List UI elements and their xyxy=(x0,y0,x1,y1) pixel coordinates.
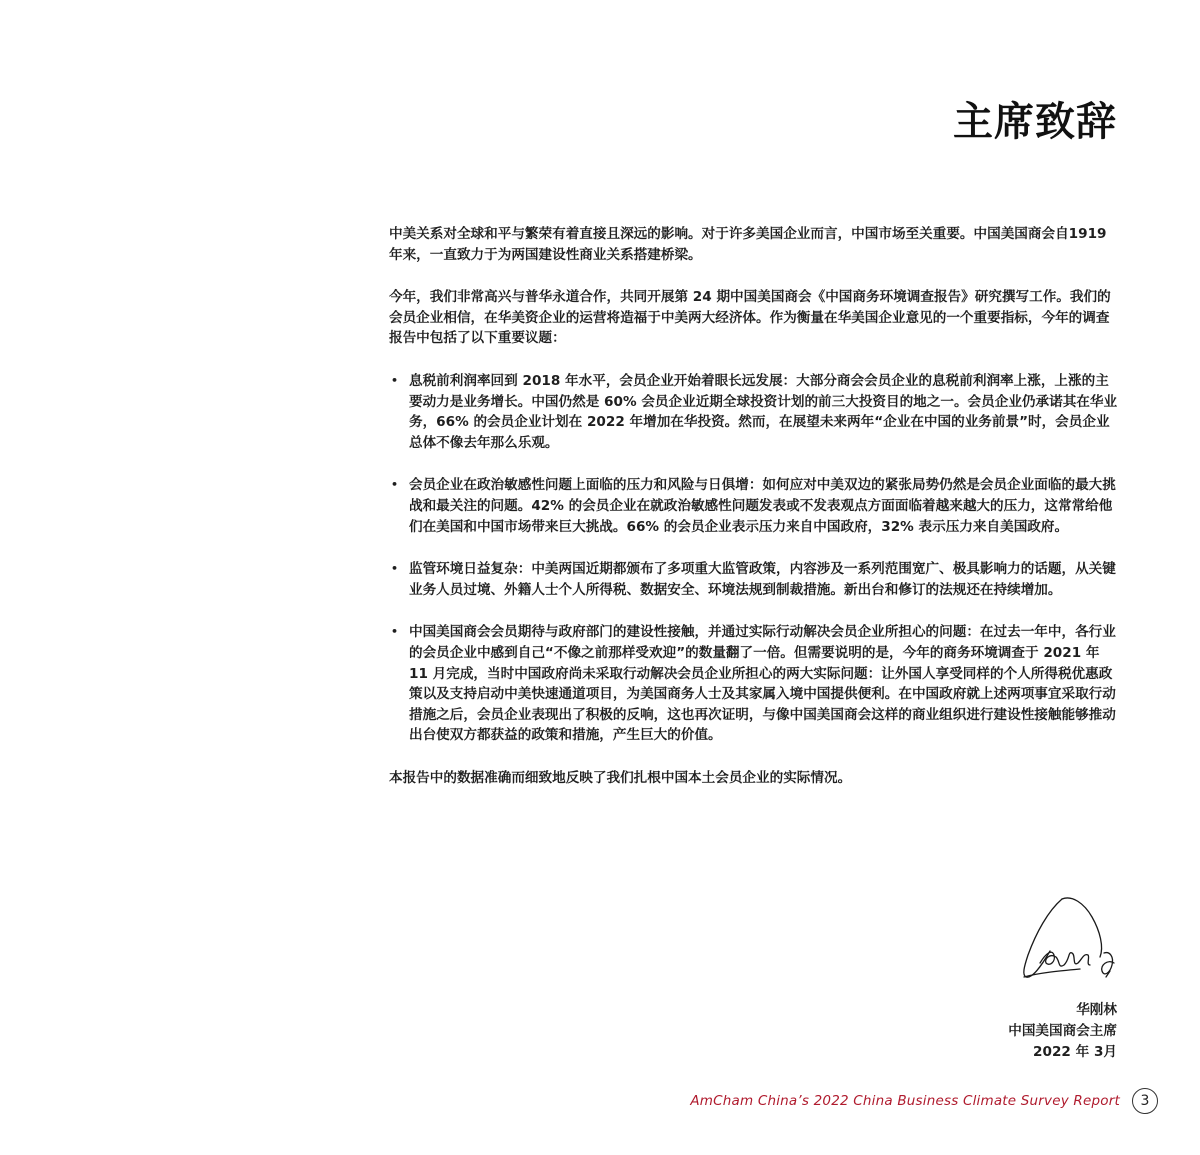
report-title: AmCham China’s 2022 China Business Climate Survey Report xyxy=(690,1093,1120,1109)
list-item-text: 中国美国商会会员期待与政府部门的建设性接触，并通过实际行动解决会员企业所担心的问题：在过去一年中，各行业的会员企业中感到自己“不像之前那样受欢迎”的数量翻了一倍。但需要说明的是，今年的商务环境调查于 2021 年 11 月完成，当时中国政府尚未采取行动解决会员企业所担心的两大实际问题：让外国人享受同样的个人所得税优惠政策以及支持启动中美快速通道项目，为美国商务人士及其家属入境中国提供便利。在中国政府就上述两项事宜采取行动措施之后，会员企业表现出了积极的反响，这也再次证明，与像中国美国商会这样的商业组织进行建设性接触能够推动出台使双方都获益的政策和措施，产生巨大的价值。 xyxy=(409,624,1116,744)
letter-body xyxy=(389,224,1119,810)
closing-paragraph: 本报告中的数据准确而细致地反映了我们扎根中国本土会员企业的实际情况。 xyxy=(389,769,852,786)
signatory-name: 华刚林 xyxy=(1076,1002,1117,1018)
bullet-icon: • xyxy=(391,373,399,387)
page-footer xyxy=(690,1088,1158,1114)
list-item xyxy=(389,559,1119,600)
collaboration-paragraph: 今年，我们非常高兴与普华永道合作，共同开展第 24 期中国美国商会《中国商务环境调查报告》研究撰写工作。我们的会员企业相信，在华美资企业的运营将造福于中美两大经济体。作为衡量在华美国企业意见的一个重要指标，今年的调查报告中包括了以下重要议题： xyxy=(389,289,1111,347)
intro-paragraph: 中美关系对全球和平与繁荣有着直接且深远的影响。对于许多美国企业而言，中国市场至关重要。中国美国商会自1919年来，一直致力于为两国建设性商业关系搭建桥梁。 xyxy=(389,226,1107,263)
bullet-icon: • xyxy=(391,478,399,492)
bullet-icon: • xyxy=(391,562,399,576)
letter-date: 2022 年 3月 xyxy=(1033,1044,1117,1060)
list-item xyxy=(389,475,1119,537)
list-item xyxy=(389,622,1119,746)
page-number: 3 xyxy=(1132,1088,1158,1114)
signature-icon xyxy=(1018,893,1122,989)
list-item-text: 息税前利润率回到 2018 年水平，会员企业开始着眼长远发展：大部分商会会员企业的息税前利润率上涨，上涨的主要动力是业务增长。中国仍然是 60% 会员企业近期全球投资计划的前三大投资目的地之一。会员企业仍承诺其在华业务，66% 的会员企业计划在 2022 年增加在华投资。然而，在展望未来两年“企业在中国的业务前景”时，会员企业总体不像去年那么乐观。 xyxy=(409,372,1118,451)
key-topics-list xyxy=(389,371,1119,746)
list-item-text: 会员企业在政治敏感性问题上面临的压力和风险与日俱增：如何应对中美双边的紧张局势仍然是会员企业面临的最大挑战和最关注的问题。42% 的会员企业在就政治敏感性问题发表或不发表观点方面面临着越来越大的压力，这常常给他们在美国和中国市场带来巨大挑战。66% 的会员企业表示压力来自中国政府，32% 表示压力来自美国政府。 xyxy=(409,477,1116,535)
page-title: 主席致辞 xyxy=(953,99,1117,145)
list-item xyxy=(389,371,1119,453)
list-item-text: 监管环境日益复杂：中美两国近期都颁布了多项重大监管政策，内容涉及一系列范围宽广、极具影响力的话题，从关键业务人员过境、外籍人士个人所得税、数据安全、环境法规到制裁措施。新出台和修订的法规还在持续增加。 xyxy=(409,561,1116,598)
signatory-position: 中国美国商会主席 xyxy=(1008,1023,1117,1039)
signoff-block xyxy=(1008,1000,1117,1063)
bullet-icon: • xyxy=(391,625,399,639)
